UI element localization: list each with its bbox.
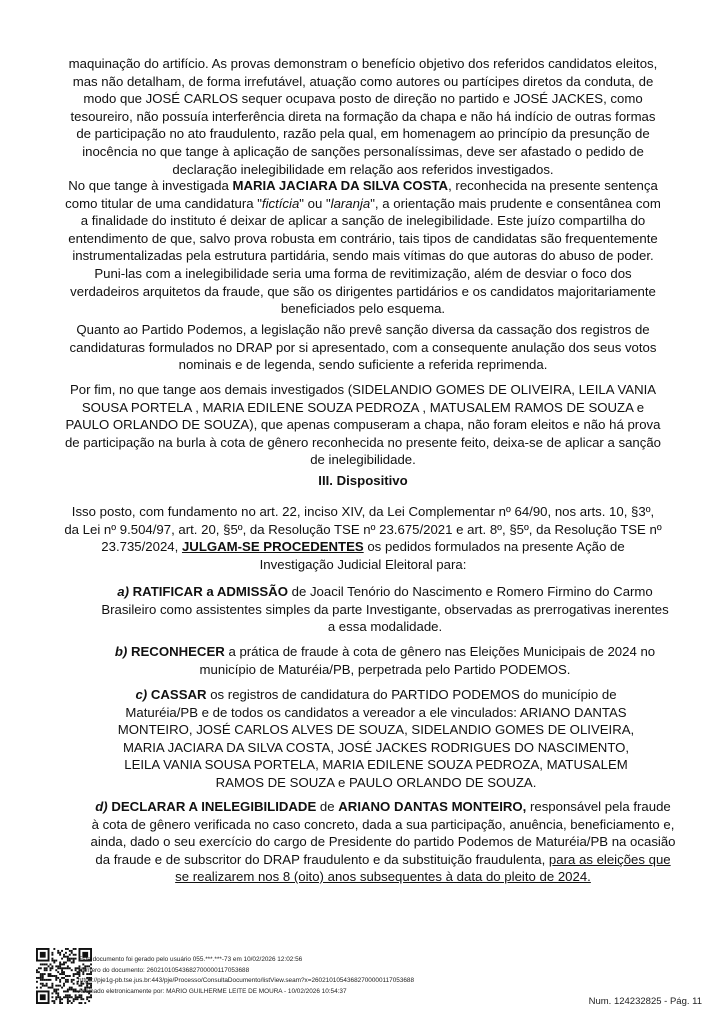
paragraph-4: Por fim, no que tange aos demais investigados (SIDELANDIO GOMES DE OLIVEIRA, LEILA VANIA SOUSA PORTELA , MARIA EDILENE SOUZA PEDROZA , MATUSALEM RAMOS DE SOUZA e PAULO ORLANDO DE SOUZA), que apenas compuseram a chapa, não foram eleitos e não há prova de participação na burla à cota de gênero reconhecida no presente feito, deixa-se de aplicar a sanção de inelegibilidade. — [64, 382, 662, 468]
paragraph-2-pre: No que tange à investigada — [68, 178, 233, 193]
footer-generated-by: Este documento foi gerado pelo usuário 055.***.***-73 em 10/02/2026 12:02:56 — [78, 956, 303, 963]
paragraph-5 — [64, 503, 662, 573]
item-d-underlined: para as eleições que se realizarem nos 8 (oito) anos subsequentes à data do pleito de 2024. — [175, 851, 671, 885]
item-a-letter: a) — [117, 584, 129, 599]
item-d — [90, 798, 676, 886]
item-d-bold: DECLARAR A INELEGIBILIDADE — [111, 799, 317, 814]
paragraph-2-mid2: " ou " — [299, 195, 331, 211]
section-heading: III. Dispositivo — [318, 473, 408, 488]
item-a-text: de Joacil Tenório do Nascimento e Romero Firmino do Carmo Brasileiro como assistentes simples da parte Investigante, observadas as prerrogativas inerentes a essa modalidade. — [101, 584, 669, 635]
term-laranja: laranja — [330, 195, 371, 211]
paragraph-5-pre: Isso posto, com fundamento no art. 22, inciso XIV, da Lei Complementar nº 64/90, nos arts. 10, §3º, da Lei nº 9.504/97, art. 20, §5º, da Resolução TSE nº 23.675/2021 e art. 8º, §5º, da Resolução TSE nº 23.735/2024, — [64, 504, 662, 555]
paragraph-3: Quanto ao Partido Podemos, a legislação não prevê sanção diversa da cassação dos registros de candidaturas formulados no DRAP por si apresentado, com a consequente anulação dos seus votos nominais e de legenda, sendo suficiente a referida reprimenda. — [69, 322, 657, 373]
item-b — [100, 643, 670, 678]
footer-document-number: Número do documento: 26021010543682700000117053688 — [78, 966, 250, 974]
investigated-name: MARIA JACIARA DA SILVA COSTA — [232, 178, 449, 193]
item-d-text: responsável pela fraude à cota de gênero verificada no caso concreto, dada a sua participação, anuência, beneficiamento e, ainda, dado o seu exercício do cargo de Presidente do partido Podemos de Maturéia/PB na ocasião da fraude e de subscritor do DRAP fraudulento e da substituição fraudulenta, — [90, 799, 676, 867]
item-d-name: ARIANO DANTAS MONTEIRO, — [338, 799, 527, 814]
item-c — [112, 686, 640, 792]
item-b-text: a prática de fraude à cota de gênero nas Eleições Municipais de 2024 no município de Maturéia/PB, perpetrada pelo Partido PODEMOS. — [199, 644, 656, 677]
item-d-letter: d) — [95, 799, 108, 814]
footer-signed-by: Assinado eletronicamente por: MARIO GUILHERME LEITE DE MOURA - 10/02/2026 10:54:37 — [78, 987, 347, 995]
verdict: JULGAM-SE PROCEDENTES — [181, 539, 364, 555]
page-number: Num. 124232825 - Pág. 11 — [588, 996, 702, 1007]
footer-url[interactable]: https://pje1g-pb.tse.jus.br:443/pje/Processo/ConsultaDocumento/listView.seam?x=26021010543682700000117053688 — [78, 977, 415, 984]
item-c-bold: CASSAR — [150, 687, 207, 702]
item-c-text: os registros de candidatura do PARTIDO PODEMOS do município de Maturéia/PB e de todos os candidatos a vereador a ele vinculados: ARIANO DANTAS MONTEIRO, JOSÉ CARLOS ALVES DE SOUZA, SIDELANDIO GOMES DE OLIVEIRA, MARIA JACIARA DA SILVA COSTA, JOSÉ JACKES RODRIGUES DO NASCIMENTO, LEILA VANIA SOUSA PORTELA, MARIA EDILENE SOUZA PEDROZA, MATUSALEM RAMOS DE SOUZA e PAULO ORLANDO DE SOUZA. — [117, 687, 635, 790]
paragraph-2-post: ", a orientação mais prudente e consentânea com a finalidade do instituto é deixar de aplicar a sanção de inelegibilidade. Este juízo compartilha do entendimento de que, salvo prova robusta em contrário, tais tipos de candidatas são frequentemente instrumentalizadas pela estrutura partidária, sendo mais vítimas do que autoras do abuso de poder. Puni-las com a inelegibilidade seria uma forma de revitimização, além de desviar o foco dos verdadeiros arquitetos da fraude, que são os dirigentes partidários e os candidatos majoritariamente beneficiados pelo esquema. — [68, 195, 661, 317]
signature-footer — [78, 955, 414, 997]
item-c-letter: c) — [135, 687, 148, 702]
term-ficticia: fictícia — [261, 195, 300, 211]
paragraph-1: maquinação do artifício. As provas demonstram o benefício objetivo dos referidos candidatos eleitos, mas não detalham, de forma irrefutável, atuação como autores ou partícipes diretos da conduta, de modo que JOSÉ CARLOS sequer ocupava posto de direção no partido e JOSÉ JACKES, como tesoureiro, não possuía interferência direta na formação da chapa e não há indício de outras formas de participação no ato fraudulento, razão pela qual, em homenagem ao princípio da presunção de inocência no que tange à aplicação de sanções personalíssimas, deve ser afastado o pedido de declaração inelegibilidade em relação aos referidos investigados. — [68, 56, 658, 177]
item-a — [100, 583, 670, 636]
item-b-letter: b) — [114, 644, 128, 659]
paragraph-5-post: os pedidos formulados na presente Ação de Investigação Judicial Eleitoral para: — [259, 539, 625, 572]
item-a-bold: RATIFICAR a ADMISSÃO — [132, 584, 288, 599]
paragraph-2 — [64, 177, 662, 318]
paragraph-2-mid1: , reconhecida na presente sentença como titular de uma candidatura " — [65, 178, 658, 211]
item-d-mid: de — [316, 799, 339, 814]
item-b-bold: RECONHECER — [130, 644, 225, 659]
